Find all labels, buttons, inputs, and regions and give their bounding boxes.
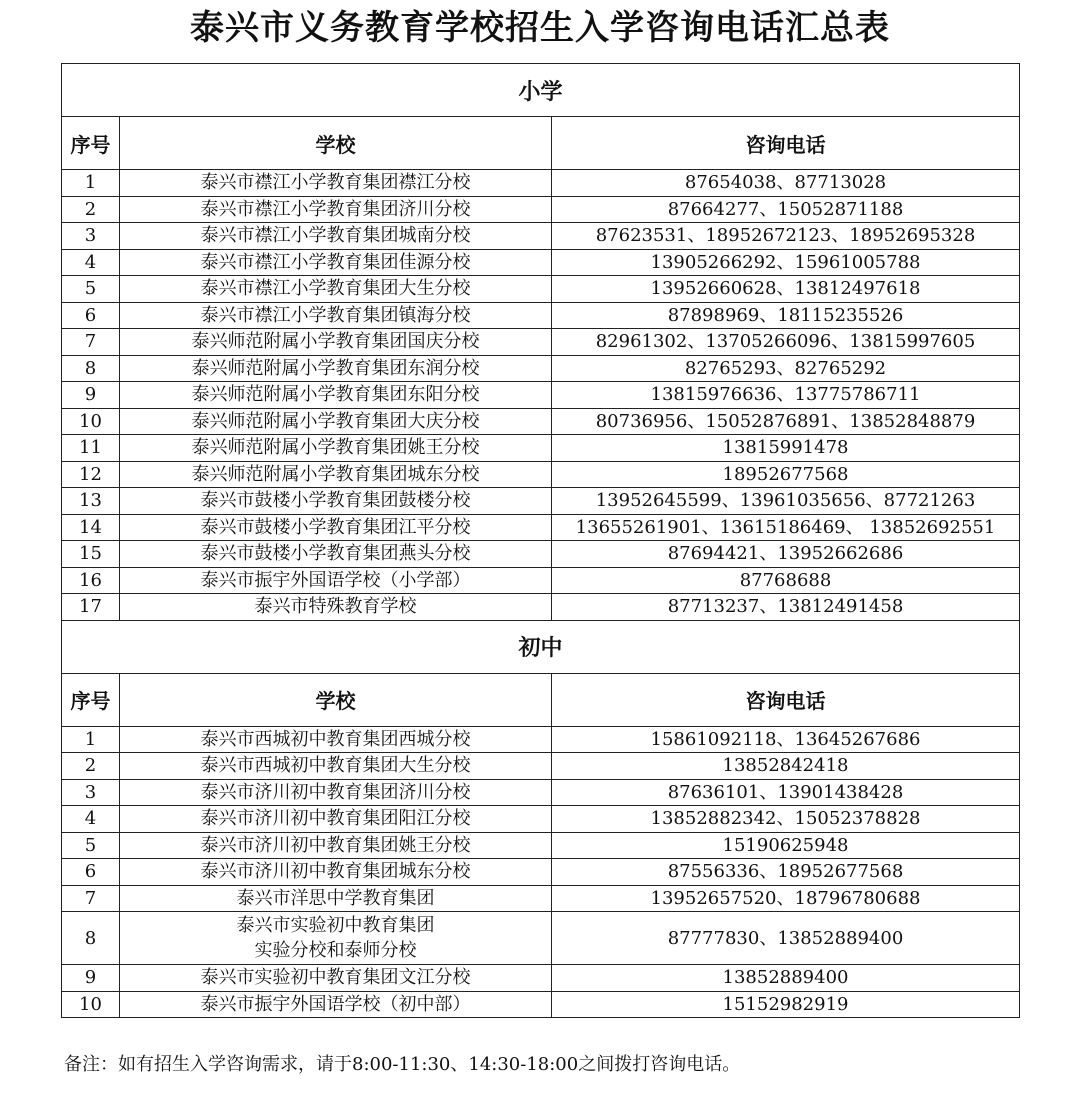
row-index: 7	[62, 329, 120, 356]
row-index: 4	[62, 806, 120, 833]
page-title: 泰兴市义务教育学校招生入学咨询电话汇总表	[190, 8, 890, 48]
school-name: 泰兴师范附属小学教育集团大庆分校	[120, 408, 552, 435]
phone-numbers: 13852882342、15052378828	[552, 806, 1020, 833]
school-name: 泰兴市振宇外国语学校（小学部）	[120, 567, 552, 594]
row-index: 16	[62, 567, 120, 594]
school-name: 泰兴师范附属小学教育集团姚王分校	[120, 435, 552, 462]
row-index: 2	[62, 753, 120, 780]
row-index: 2	[62, 196, 120, 223]
phone-numbers: 87694421、13952662686	[552, 541, 1020, 568]
row-index: 13	[62, 488, 120, 515]
school-name: 泰兴市襟江小学教育集团襟江分校	[120, 170, 552, 197]
school-name: 泰兴市济川初中教育集团阳江分校	[120, 806, 552, 833]
table-row	[62, 806, 1020, 833]
table-row	[62, 779, 1020, 806]
column-header-phone: 咨询电话	[552, 673, 1020, 726]
school-name: 泰兴市实验初中教育集团文江分校	[120, 965, 552, 992]
row-index: 14	[62, 514, 120, 541]
column-header-phone: 咨询电话	[552, 117, 1020, 170]
table-body	[62, 64, 1020, 1018]
table-row	[62, 594, 1020, 621]
row-index: 1	[62, 170, 120, 197]
row-index: 4	[62, 249, 120, 276]
row-index: 3	[62, 223, 120, 250]
row-index: 3	[62, 779, 120, 806]
school-name: 泰兴市襟江小学教育集团大生分校	[120, 276, 552, 303]
phone-numbers: 13852889400	[552, 965, 1020, 992]
section-header	[62, 64, 1020, 117]
school-name: 泰兴市襟江小学教育集团佳源分校	[120, 249, 552, 276]
phone-numbers: 87654038、87713028	[552, 170, 1020, 197]
phone-numbers: 82961302、13705266096、13815997605	[552, 329, 1020, 356]
row-index: 9	[62, 382, 120, 409]
table-row	[62, 832, 1020, 859]
school-name: 泰兴市济川初中教育集团城东分校	[120, 859, 552, 886]
school-name-line: 实验分校和泰师分校	[254, 940, 417, 961]
section-header	[62, 620, 1020, 673]
table-row	[62, 514, 1020, 541]
phone-numbers: 13952660628、13812497618	[552, 276, 1020, 303]
school-name: 泰兴市襟江小学教育集团镇海分校	[120, 302, 552, 329]
row-index: 8	[62, 355, 120, 382]
phone-numbers: 87777830、13852889400	[552, 912, 1020, 965]
school-name: 泰兴市西城初中教育集团大生分校	[120, 753, 552, 780]
phone-numbers: 87664277、15052871188	[552, 196, 1020, 223]
phone-numbers: 87768688	[552, 567, 1020, 594]
phone-numbers: 13655261901、13615186469、 13852692551	[552, 514, 1020, 541]
contact-table	[61, 63, 1020, 1018]
table-row	[62, 223, 1020, 250]
column-header-row	[62, 673, 1020, 726]
school-name: 泰兴市济川初中教育集团济川分校	[120, 779, 552, 806]
row-index: 11	[62, 435, 120, 462]
row-index: 5	[62, 276, 120, 303]
school-name: 泰兴市襟江小学教育集团城南分校	[120, 223, 552, 250]
school-name: 泰兴师范附属小学教育集团城东分校	[120, 461, 552, 488]
school-name: 泰兴市鼓楼小学教育集团江平分校	[120, 514, 552, 541]
phone-numbers: 13815991478	[552, 435, 1020, 462]
phone-numbers: 18952677568	[552, 461, 1020, 488]
phone-numbers: 15190625948	[552, 832, 1020, 859]
row-index: 7	[62, 885, 120, 912]
phone-numbers: 87636101、13901438428	[552, 779, 1020, 806]
table-row	[62, 488, 1020, 515]
phone-numbers: 15152982919	[552, 991, 1020, 1018]
section-title: 初中	[62, 620, 1020, 673]
table-row	[62, 355, 1020, 382]
row-index: 10	[62, 991, 120, 1018]
school-name: 泰兴市特殊教育学校	[120, 594, 552, 621]
table-row	[62, 435, 1020, 462]
table-row	[62, 912, 1020, 965]
row-index: 1	[62, 726, 120, 753]
table-row	[62, 965, 1020, 992]
phone-numbers: 13852842418	[552, 753, 1020, 780]
table-row	[62, 249, 1020, 276]
section-title: 小学	[62, 64, 1020, 117]
school-name: 泰兴市洋思中学教育集团	[120, 885, 552, 912]
table-row	[62, 885, 1020, 912]
phone-numbers: 87623531、18952672123、18952695328	[552, 223, 1020, 250]
school-name: 泰兴市鼓楼小学教育集团鼓楼分校	[120, 488, 552, 515]
table-row	[62, 726, 1020, 753]
row-index: 8	[62, 912, 120, 965]
footnote: 备注：如有招生入学咨询需求，请于8:00-11:30、14:30-18:00之间拨打咨询电话。	[64, 1054, 741, 1075]
school-name: 泰兴市济川初中教育集团姚王分校	[120, 832, 552, 859]
phone-numbers: 13815976636、13775786711	[552, 382, 1020, 409]
row-index: 6	[62, 859, 120, 886]
phone-numbers: 13952645599、13961035656、87721263	[552, 488, 1020, 515]
school-name	[120, 912, 552, 965]
table-row	[62, 170, 1020, 197]
row-index: 15	[62, 541, 120, 568]
school-name: 泰兴师范附属小学教育集团东阳分校	[120, 382, 552, 409]
row-index: 17	[62, 594, 120, 621]
phone-numbers: 87898969、18115235526	[552, 302, 1020, 329]
column-header-index: 序号	[62, 117, 120, 170]
table-row	[62, 859, 1020, 886]
table-row	[62, 991, 1020, 1018]
table-row	[62, 408, 1020, 435]
school-name: 泰兴市鼓楼小学教育集团燕头分校	[120, 541, 552, 568]
column-header-school: 学校	[120, 117, 552, 170]
column-header-index: 序号	[62, 673, 120, 726]
column-header-row	[62, 117, 1020, 170]
phone-numbers: 80736956、15052876891、13852848879	[552, 408, 1020, 435]
table-row	[62, 276, 1020, 303]
phone-numbers: 87556336、18952677568	[552, 859, 1020, 886]
school-name-line: 泰兴市实验初中教育集团	[236, 915, 435, 936]
phone-numbers: 82765293、82765292	[552, 355, 1020, 382]
school-name: 泰兴市西城初中教育集团西城分校	[120, 726, 552, 753]
phone-numbers: 13952657520、18796780688	[552, 885, 1020, 912]
row-index: 12	[62, 461, 120, 488]
row-index: 6	[62, 302, 120, 329]
school-name: 泰兴市振宇外国语学校（初中部）	[120, 991, 552, 1018]
column-header-school: 学校	[120, 673, 552, 726]
table-row	[62, 196, 1020, 223]
phone-numbers: 87713237、13812491458	[552, 594, 1020, 621]
phone-numbers: 15861092118、13645267686	[552, 726, 1020, 753]
row-index: 5	[62, 832, 120, 859]
table-row	[62, 382, 1020, 409]
table-row	[62, 302, 1020, 329]
phone-numbers: 13905266292、15961005788	[552, 249, 1020, 276]
table-row	[62, 753, 1020, 780]
school-name: 泰兴师范附属小学教育集团国庆分校	[120, 329, 552, 356]
school-name: 泰兴师范附属小学教育集团东润分校	[120, 355, 552, 382]
table-row	[62, 461, 1020, 488]
row-index: 9	[62, 965, 120, 992]
school-name: 泰兴市襟江小学教育集团济川分校	[120, 196, 552, 223]
table-row	[62, 567, 1020, 594]
row-index: 10	[62, 408, 120, 435]
table-row	[62, 541, 1020, 568]
table-row	[62, 329, 1020, 356]
